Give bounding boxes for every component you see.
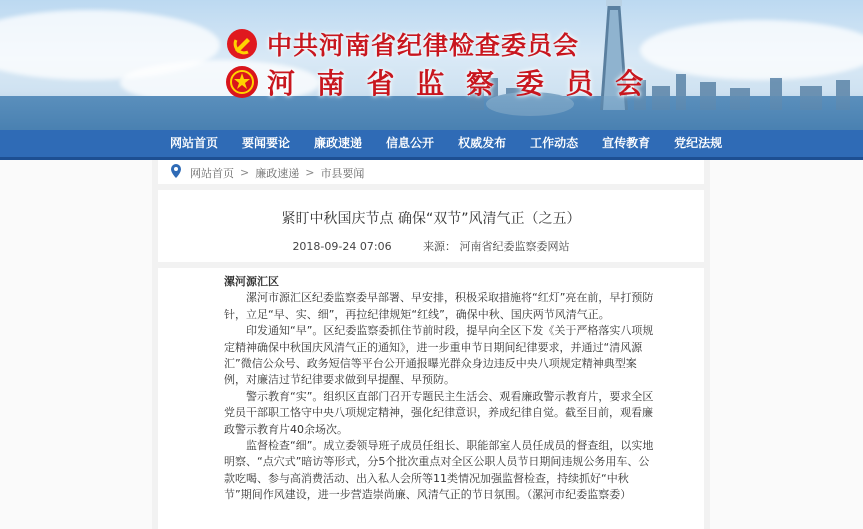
header-title-cpc <box>225 26 579 62</box>
title-supervision-text: 河 南 省 监 察 委 员 会 <box>267 67 650 100</box>
nav-home[interactable]: 网站首页 <box>170 136 219 150</box>
article-heading: 漯河源汇区 <box>224 275 279 288</box>
article-paragraph: 监督检查“细”。成立委领导班子成员任组长、职能部室人员任成员的督查组，以实地明察、“点穴式”暗访等形式，分5个批次重点对全区公职人员节日期间违规公务用车、公款吃喝、参与高消费活动、出入私人会所等11类情况加强监督检查，持续抓好“中秋节”期间作风建设，进一步营造崇尚廉、风清气正的节日氛围。（漯河市纪委监察委） <box>224 439 654 502</box>
article-date: 2018-09-24 07:06 <box>292 240 392 253</box>
breadcrumb-separator: > <box>240 166 250 179</box>
header-banner <box>0 0 863 130</box>
article-paragraph: 印发通知“早”。区纪委监察委抓住节前时段，提早向全区下发《关于严格落实八项规定精神确保中秋国庆风清气正的通知》，进一步重申节日期间纪律要求，并通过“清风源汇”微信公众号、政务短信等平台公开通报曝光群众身边违反中央八项规定精神典型案例，对廉洁过节纪律要求做到早提醒、早预防。 <box>224 324 654 387</box>
article-paragraph: 警示教育“实”。组织区直部门召开专题民主生活会、观看廉政警示教育片，要求全区党员干部职工恪守中央八项规定精神，强化纪律意识，养成纪律自觉。截至目前，观看廉政警示教育片40余场次。 <box>224 389 654 436</box>
article-source: 来源： 河南省纪委监察委网站 <box>423 240 570 253</box>
right-margin <box>710 160 863 529</box>
article-meta <box>158 238 704 254</box>
nav-party-regulations[interactable]: 党纪法规 <box>674 136 723 150</box>
breadcrumb-bar <box>158 160 704 184</box>
nav-info-disclosure[interactable]: 信息公开 <box>386 136 435 150</box>
party-emblem-icon <box>225 27 259 61</box>
header-title-supervision <box>225 62 649 102</box>
breadcrumb-section[interactable]: 廉政速递 <box>255 166 300 180</box>
nav-news[interactable]: 要闻要论 <box>242 136 291 150</box>
nav-publicity-education[interactable]: 宣传教育 <box>602 136 651 150</box>
location-pin-icon <box>170 164 184 181</box>
left-margin <box>0 160 152 529</box>
main-nav <box>0 130 863 160</box>
breadcrumb-home[interactable]: 网站首页 <box>190 166 234 180</box>
article-container <box>158 190 704 529</box>
breadcrumb-separator: > <box>305 166 315 179</box>
article-paragraph: 漯河市源汇区纪委监察委早部署、早安排，积极采取措施将“红灯”亮在前，早打预防针，立足“早、实、细”，再拉纪律规矩“红线”，确保中秋、国庆两节风清气正。 <box>224 291 654 321</box>
breadcrumb <box>170 164 364 181</box>
article-title: 紧盯中秋国庆节点 确保“双节”风清气正（之五） <box>281 211 581 227</box>
nav-work-updates[interactable]: 工作动态 <box>530 136 579 150</box>
breadcrumb-sub[interactable]: 市县要闻 <box>320 166 365 180</box>
title-cpc-text: 中共河南省纪律检查委员会 <box>267 31 580 60</box>
nav-authoritative-release[interactable]: 权威发布 <box>458 136 507 150</box>
article-body <box>224 274 656 504</box>
nav-integrity-express[interactable]: 廉政速递 <box>314 136 363 150</box>
divider <box>158 262 704 268</box>
national-emblem-icon <box>225 65 259 99</box>
